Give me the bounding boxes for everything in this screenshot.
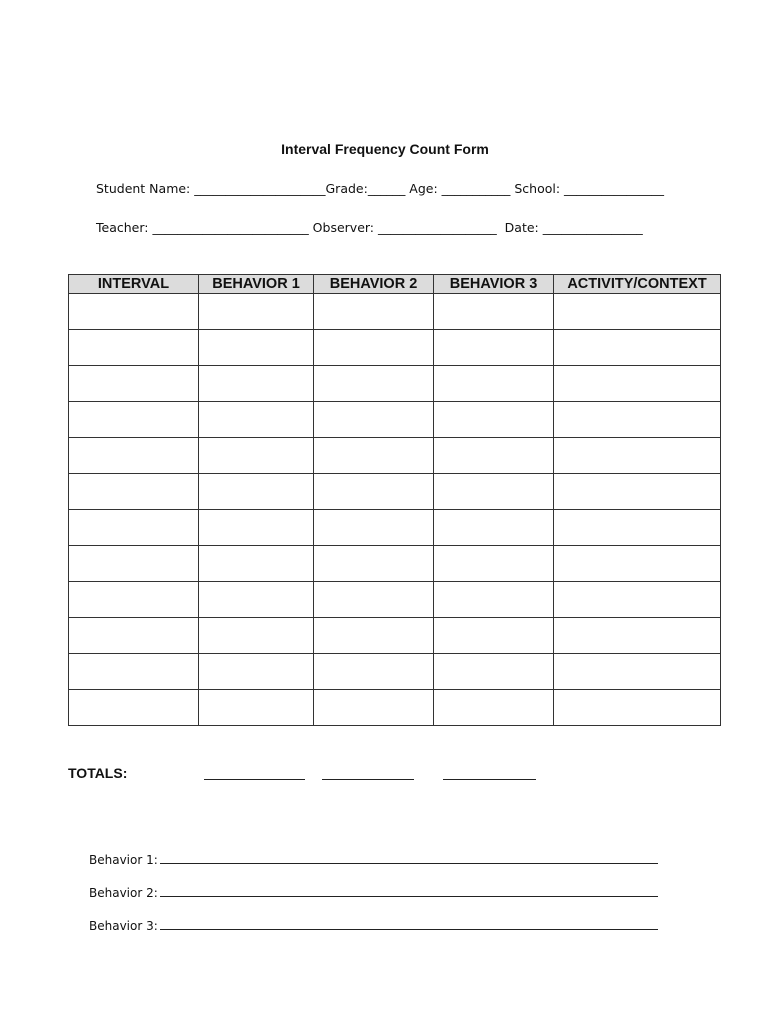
table-cell[interactable] [434, 510, 554, 546]
behavior-3-row [89, 918, 658, 933]
table-cell[interactable] [199, 294, 314, 330]
table-cell[interactable] [199, 690, 314, 726]
table-cell[interactable] [69, 402, 199, 438]
table-cell[interactable] [554, 366, 721, 402]
header-behavior-1: BEHAVIOR 1 [199, 275, 314, 294]
table-cell[interactable] [314, 546, 434, 582]
table-cell[interactable] [314, 366, 434, 402]
table-cell[interactable] [69, 510, 199, 546]
table-cell[interactable] [554, 510, 721, 546]
table-cell[interactable] [69, 582, 199, 618]
table-cell[interactable] [199, 438, 314, 474]
table-cell[interactable] [69, 438, 199, 474]
table-cell[interactable] [69, 366, 199, 402]
table-cell[interactable] [314, 294, 434, 330]
table-cell[interactable] [554, 474, 721, 510]
table-row [69, 690, 721, 726]
header-activity-context: ACTIVITY/CONTEXT [554, 275, 721, 294]
total-behavior-1-line[interactable] [204, 779, 305, 780]
table-cell[interactable] [554, 582, 721, 618]
form-title: Interval Frequency Count Form [281, 141, 489, 157]
table-cell[interactable] [434, 690, 554, 726]
table-cell[interactable] [434, 330, 554, 366]
table-cell[interactable] [199, 582, 314, 618]
interval-table [68, 274, 721, 726]
table-cell[interactable] [199, 510, 314, 546]
behavior-3-label: Behavior 3: [89, 919, 158, 933]
table-row [69, 510, 721, 546]
table-cell[interactable] [434, 474, 554, 510]
table-row [69, 438, 721, 474]
table-cell[interactable] [69, 654, 199, 690]
behavior-1-label: Behavior 1: [89, 853, 158, 867]
table-cell[interactable] [69, 690, 199, 726]
table-cell[interactable] [434, 294, 554, 330]
table-cell[interactable] [554, 402, 721, 438]
table-row [69, 582, 721, 618]
table-cell[interactable] [434, 654, 554, 690]
table-cell[interactable] [554, 546, 721, 582]
table-cell[interactable] [199, 546, 314, 582]
table-row [69, 618, 721, 654]
teacher-info-line [96, 220, 643, 235]
table-cell[interactable] [199, 366, 314, 402]
table-row [69, 402, 721, 438]
table-cell[interactable] [434, 402, 554, 438]
total-behavior-2-line[interactable] [322, 779, 414, 780]
table-cell[interactable] [434, 366, 554, 402]
table-row [69, 474, 721, 510]
table-cell[interactable] [314, 618, 434, 654]
table-cell[interactable] [314, 402, 434, 438]
table-header-row [69, 275, 721, 294]
header-behavior-2: BEHAVIOR 2 [314, 275, 434, 294]
table-cell[interactable] [199, 654, 314, 690]
table-cell[interactable] [434, 618, 554, 654]
table-cell[interactable] [314, 330, 434, 366]
header-interval: INTERVAL [69, 275, 199, 294]
header-behavior-3: BEHAVIOR 3 [434, 275, 554, 294]
behavior-2-row [89, 885, 658, 900]
table-cell[interactable] [554, 330, 721, 366]
table-cell[interactable] [69, 474, 199, 510]
table-cell[interactable] [314, 438, 434, 474]
table-cell[interactable] [69, 546, 199, 582]
table-row [69, 546, 721, 582]
table-cell[interactable] [554, 294, 721, 330]
table-row [69, 654, 721, 690]
table-row [69, 366, 721, 402]
behavior-1-row [89, 852, 658, 867]
teacher-info-text: Teacher: _________________________ Observer: ___________________ Date: ________________ [96, 220, 643, 235]
table-cell[interactable] [69, 294, 199, 330]
student-info-text: Student Name: _____________________Grade:______ Age: ___________ School: ________________ [96, 181, 665, 196]
table-cell[interactable] [314, 690, 434, 726]
table-cell[interactable] [199, 618, 314, 654]
table-cell[interactable] [69, 330, 199, 366]
behavior-3-blank[interactable] [160, 918, 658, 930]
behavior-1-blank[interactable] [160, 852, 658, 864]
table-cell[interactable] [314, 474, 434, 510]
behavior-2-label: Behavior 2: [89, 886, 158, 900]
table-cell[interactable] [199, 402, 314, 438]
table-cell[interactable] [314, 582, 434, 618]
table-cell[interactable] [69, 618, 199, 654]
table-cell[interactable] [434, 438, 554, 474]
table-cell[interactable] [554, 690, 721, 726]
table-cell[interactable] [314, 510, 434, 546]
table-cell[interactable] [314, 654, 434, 690]
table-cell[interactable] [554, 438, 721, 474]
table-cell[interactable] [554, 618, 721, 654]
table-cell[interactable] [554, 654, 721, 690]
table-cell[interactable] [434, 546, 554, 582]
totals-label: TOTALS: [68, 765, 128, 781]
table-cell[interactable] [199, 474, 314, 510]
student-info-line [96, 181, 664, 196]
table-cell[interactable] [434, 582, 554, 618]
total-behavior-3-line[interactable] [443, 779, 536, 780]
table-body [69, 294, 721, 726]
table-row [69, 294, 721, 330]
table-cell[interactable] [199, 330, 314, 366]
behavior-2-blank[interactable] [160, 885, 658, 897]
table-row [69, 330, 721, 366]
